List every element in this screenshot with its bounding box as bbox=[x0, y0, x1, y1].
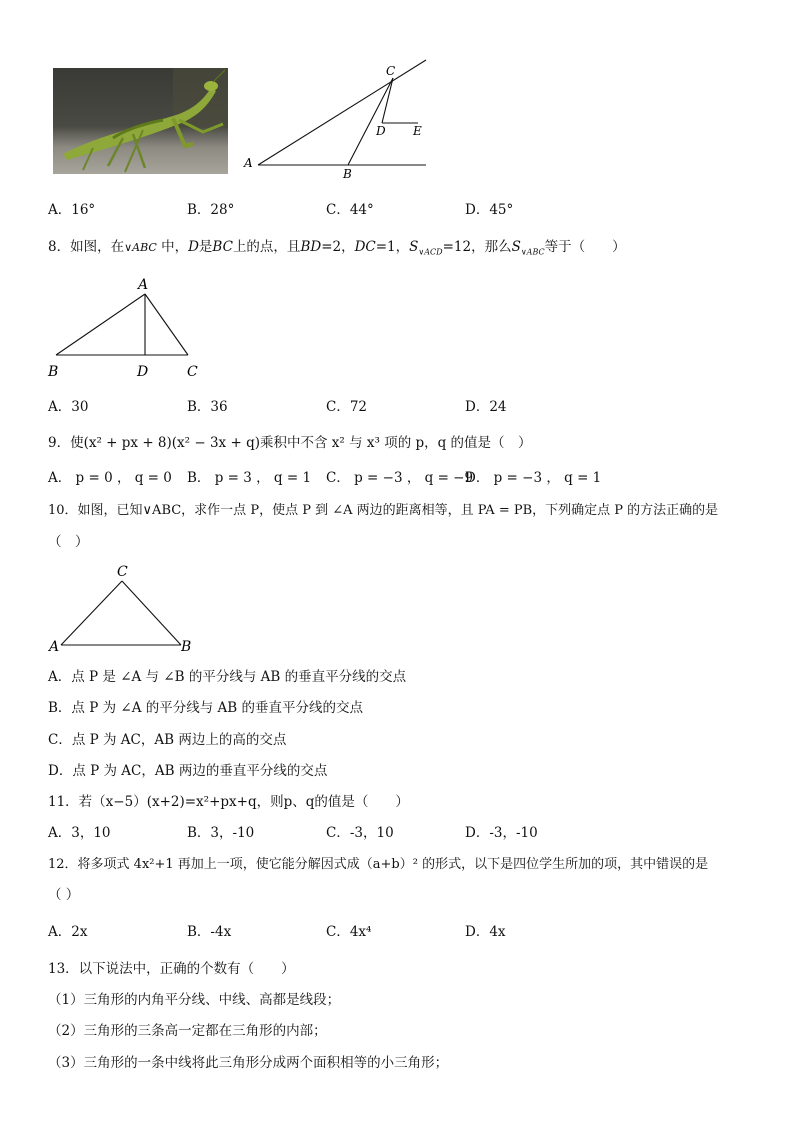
label-c: C bbox=[187, 364, 198, 380]
label-c: C bbox=[117, 564, 128, 580]
q10-stem-cont: （ ） bbox=[48, 534, 89, 550]
side-bc bbox=[122, 581, 181, 645]
q8-text: =2， bbox=[321, 239, 355, 255]
q10-option-b: B．点 P 为 ∠A 的平分线与 AB 的垂直平分线的交点 bbox=[48, 700, 363, 716]
q10-option-c: C．点 P 为 AC，AB 两边上的高的交点 bbox=[48, 732, 287, 748]
side-ab bbox=[56, 294, 145, 355]
q8-text: 是 bbox=[198, 239, 213, 255]
q8-text: 中， bbox=[156, 239, 189, 255]
side-ac bbox=[145, 294, 188, 355]
q13-stem: 13．以下说法中，正确的个数有（ ） bbox=[48, 961, 295, 977]
q11-option-a: A．3，10 bbox=[48, 825, 111, 841]
q9-option-d: D． p = −3 ， q = 1 bbox=[465, 470, 602, 486]
q10-option-d: D．点 P 为 AC，AB 两边的垂直平分线的交点 bbox=[48, 763, 328, 779]
q9-option-b: B． p = 3 ， q = 1 bbox=[187, 470, 312, 486]
q12-option-a: A．2x bbox=[48, 924, 88, 940]
label-d: D bbox=[137, 364, 149, 380]
q7-option-b: B．28° bbox=[187, 202, 235, 218]
q7-option-c: C．44° bbox=[326, 202, 374, 218]
label-b: B bbox=[48, 364, 59, 380]
q8-area-acd: ∨ACD bbox=[418, 247, 443, 257]
q8-option-b: B．36 bbox=[187, 399, 228, 415]
q7-option-d: D．45° bbox=[465, 202, 514, 218]
q9-option-a: A． p = 0 ， q = 0 bbox=[48, 470, 172, 486]
q13-item-3: （3）三角形的一条中线将此三角形分成两个面积相等的小三角形； bbox=[48, 1055, 449, 1071]
mantis-image bbox=[53, 68, 228, 174]
q10-stem: 10．如图，已知∨ABC，求作一点 P，使点 P 到 ∠A 两边的距离相等，且 PA = PB，下列确定点 P 的方法正确的是 bbox=[48, 503, 719, 518]
label-e: E bbox=[413, 124, 422, 138]
q13-item-1: （1）三角形的内角平分线、中线、高都是线段； bbox=[48, 992, 341, 1008]
label-b: B bbox=[181, 639, 192, 655]
q8-text: =1， bbox=[375, 239, 410, 255]
q13-item-2: （2）三角形的三条高一定都在三角形的内部； bbox=[48, 1023, 327, 1039]
q8-text: 上的点，且 bbox=[232, 239, 301, 255]
q8-side-bc: BC bbox=[212, 239, 233, 255]
q8-dc: DC bbox=[354, 239, 376, 255]
q8-area-symbol: S bbox=[409, 239, 419, 255]
q8-prefix: 8．如图，在 bbox=[48, 239, 125, 255]
label-d: D bbox=[376, 124, 386, 138]
label-a: A bbox=[244, 156, 253, 170]
q11-option-c: C．-3，10 bbox=[326, 825, 394, 841]
q8-suffix: 等于（ ） bbox=[544, 239, 626, 255]
q12-stem: 12．将多项式 4x²+1 再加上一项，使它能分解因式成（a+b）² 的形式，以下是四位学生所加的项，其中错误的是 bbox=[48, 857, 709, 872]
q8-bd: BD bbox=[300, 239, 322, 255]
q12-option-c: C．4x⁴ bbox=[326, 924, 372, 940]
q8-figure bbox=[42, 272, 212, 382]
q12-option-b: B．-4x bbox=[187, 924, 232, 940]
q12-option-d: D．4x bbox=[465, 924, 506, 940]
q8-text: =12，那么 bbox=[442, 239, 512, 255]
q8-point-d: D bbox=[188, 239, 199, 255]
label-c: C bbox=[386, 64, 396, 78]
q8-area-abc: ∨ABC bbox=[520, 247, 545, 257]
side-ac bbox=[61, 581, 122, 645]
q8-stem bbox=[48, 238, 626, 262]
q10-figure bbox=[45, 560, 205, 656]
q8-area-symbol: S bbox=[511, 239, 521, 255]
q12-stem-cont: （ ） bbox=[48, 887, 80, 903]
segment-cd bbox=[382, 78, 393, 123]
q8-option-c: C．72 bbox=[326, 399, 368, 415]
q11-option-b: B．3，-10 bbox=[187, 825, 255, 841]
label-a: A bbox=[138, 277, 149, 293]
q8-option-d: D．24 bbox=[465, 399, 507, 415]
segment-bc bbox=[348, 78, 393, 165]
q9-stem: 9．使(x² + px + 8)(x² − 3x + q)乘积中不含 x² 与 x³ 项的 p，q 的值是（ ） bbox=[48, 435, 532, 451]
label-a: A bbox=[49, 639, 60, 655]
q8-option-a: A．30 bbox=[48, 399, 89, 415]
q7-option-a: A．16° bbox=[48, 202, 96, 218]
ray-ac bbox=[258, 60, 426, 165]
q9-option-c: C． p = −3 ， q = −9 bbox=[326, 470, 474, 486]
q11-option-d: D．-3，-10 bbox=[465, 825, 538, 841]
label-b: B bbox=[343, 167, 352, 181]
mantis-photo bbox=[53, 68, 228, 174]
q11-stem: 11．若（x−5）(x+2)=x²+px+q，则p、q的值是（ ） bbox=[48, 794, 409, 810]
q10-option-a: A．点 P 是 ∠A 与 ∠B 的平分线与 AB 的垂直平分线的交点 bbox=[48, 669, 407, 685]
q7-figure bbox=[240, 55, 440, 183]
q8-triangle: ∨ABC bbox=[124, 241, 157, 254]
